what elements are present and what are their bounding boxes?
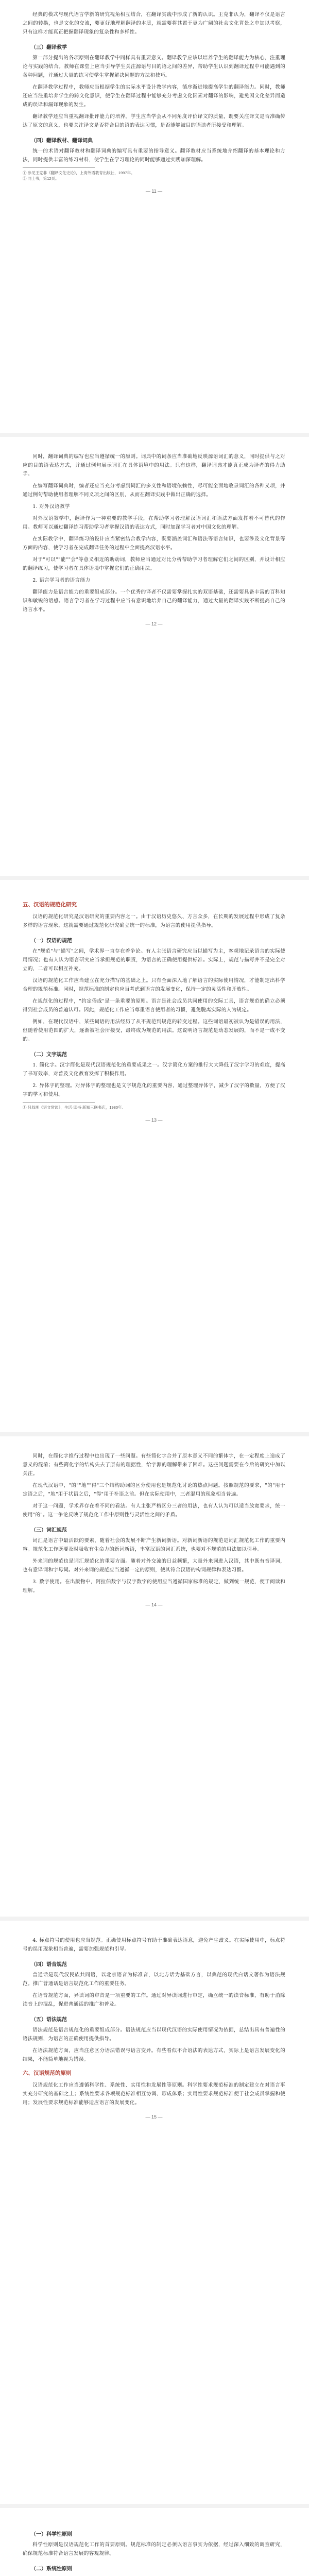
- paragraph: 在"规范"与"描写"之间，学术界一直存在着争论。有人主张语言研究应当以描写为主，客观地记录语言的实际使用情况；也有人认为语言研究应当承担规范的职责，为语言的正确使用提供标准。实际上，规范与描写并不是完全对立的，二者可以相互补充。: [23, 948, 285, 972]
- page-body: [23, 895, 285, 1123]
- page-number: — 12 —: [145, 621, 163, 626]
- footnote-divider: [23, 167, 95, 168]
- paragraph: 汉语规范化工作应当遵循科学性、系统性、实用性和发展性等原则。科学性要求规范标准的制定建立在对语言事实充分研究的基础之上；系统性要求各项规范标准相互协调、形成体系；实用性要求规范标准便于社会成员掌握和使用；发展性要求规范标准能够适应语言的发展变化。: [23, 2082, 285, 2106]
- paragraph: 外来词的规范也是词汇规范化的重要方面。随着对外交流的日益频繁，大量外来词进入汉语，其中既有音译词，也有意译词和字母词。对外来词的规范应当遵循一定的原则，使其符合汉语的构词规律和表达习惯。: [23, 1558, 285, 1573]
- page-separator: [0, 2504, 309, 2508]
- paragraph: 同时，在简化字推行过程中也出现了一些问题。有些简化字合并了原本意义不同的繁体字，在一定程度上造成了意义的混淆；有些简化字的结构失去了原有的理据性，给字源的理解带来了困难。这些问题需要在今后的研究中加以关注。: [23, 1453, 285, 1477]
- paragraph: 1. 简化字。汉字简化是现代汉语规范化的重要成果之一。汉字简化方案的推行大大降低了汉字学习的难度，提高了书写效率，对普及文化教育发挥了积极作用。: [23, 1062, 285, 1077]
- footnote: ② 同上书，第12页。: [23, 176, 59, 181]
- paragraph: 经典的模式与现代语言学新的研究视角相互结合，在翻译实践中形成了新的认识。王克非认为，翻译不仅是语言之间的转换，也是文化的交流，要更好地理解翻译的本质，就需要将其置于更为广阔的社会文化背景之中加以考察，只有这样才能真正把握翻译现象的复杂性和多样性。: [23, 12, 285, 35]
- document-page: [0, 1926, 309, 2493]
- paragraph: 在实际教学中，翻译练习的设计应当紧密结合教学内容，既要涵盖词汇和语法等语言知识，也要涉及文化背景等方面的内容，使学习者在完成翻译任务的过程中全面提高汉语水平。: [23, 536, 285, 551]
- document-page: [0, 1442, 309, 1905]
- section-heading: （四）翻译教材、翻译词典: [31, 138, 93, 144]
- paragraph: 汉语的规范化研究是汉语研究的重要内容之一。由于汉语历史悠久、方言众多，在长期的发展过程中形成了复杂多样的语言现象，这就需要通过规范化研究确立统一的标准，为语言的使用提供指导。: [23, 914, 285, 928]
- document-page: [0, 2513, 309, 2576]
- paragraph: 对于这一问题，学术界存在着不同的看法。有人主张严格区分三者的用法，也有人认为可以适当放宽要求，统一使用"的"。这一争论反映了规范化工作中原则性与灵活性之间的矛盾。: [23, 1503, 285, 1518]
- paragraph: 科学性原则是汉语规范化工作的首要原则。规范标准的制定必须以语言事实为依据，经过深入细致的调查研究，确保规范标准符合语言发展的客观规律。: [23, 2542, 285, 2556]
- page-body: [23, 1452, 285, 1607]
- paragraph: 翻译教学还应当重视翻译批评能力的培养。学生应当学会从不同角度评价译文的质量，既要关注译文是否准确传达了原文的意义，也要关注译文是否符合目的语的表达习惯，是否能够被目的语读者所接受和理解。: [23, 114, 285, 128]
- footnote: ① 参见王克非《翻译文化史论》，上海外语教育出版社，1997年。: [23, 171, 135, 175]
- paragraph: 在规范化的过程中，"约定俗成"是一条重要的原则。语言是社会成员共同使用的交际工具，语言规范的确立必须得到社会成员的普遍认可。因此，规范化工作应当尊重语言使用者的习惯，避免脱离实际的人为规定。: [23, 998, 285, 1013]
- paragraph: 3. 数字使用。在出版物中，阿拉伯数字与汉字数字的使用应当遵循国家标准的规定，做到统一规范，便于阅读和理解。: [23, 1579, 285, 1594]
- paragraph: 第一部分提出的各项原则在翻译教学中同样具有重要意义。翻译教学应该以培养学生的翻译能力为核心，注重理论与实践的结合。教师在课堂上应当引导学生关注源语与目的语之间的差异，帮助学生认识到翻译过程中可能遇到的各种问题，并通过大量的练习使学生掌握解决问题的方法和技巧。: [23, 55, 285, 78]
- page-body: [23, 10, 285, 194]
- document-page: [0, 885, 309, 1421]
- footnote-divider: [23, 1102, 95, 1103]
- page-number: — 13 —: [145, 1117, 163, 1123]
- paragraph: 2. 异体字的整理。对异体字的整理也是文字规范化的重要内容，通过整理异体字，减少了汉字的数量，方便了汉字的学习和使用。: [23, 1083, 285, 1097]
- page-body: [23, 452, 285, 626]
- paragraph: 语法规范是语言规范化的重要组成部分。语法规范应当以现代汉语的实际使用情况为依据，总结出具有普遍性的语法规则，为语言的正确使用提供指导。: [23, 2027, 285, 2042]
- page-body: [23, 2523, 285, 2576]
- page-number: — 11 —: [145, 189, 163, 194]
- page-separator: [0, 1917, 309, 1921]
- document-page: [0, 5, 309, 428]
- page-number: — 15 —: [145, 2114, 163, 2120]
- paragraph: 例如，在现代汉语中，某些词语的用法经历了从不规范到规范的转变过程。这些词语最初被认为是错误的用法，但随着使用范围的扩大，逐渐被社会所接受，最终成为规范的用法。这说明语言规范是动态发展的，而不是一成不变的。: [23, 1019, 285, 1042]
- paragraph: 在翻译教学过程中，教师应当根据学生的实际水平设计教学内容，循序渐进地提高学生的翻译能力。同时，教师还应当注重培养学生的跨文化意识，使学生在翻译过程中能够充分考虑文化因素对翻译的影响，避免因文化差异而造成的误译和漏译现象的发生。: [23, 84, 285, 108]
- page-number: — 14 —: [145, 1602, 163, 1607]
- section-heading: （一）汉语的规范: [31, 938, 72, 944]
- page-separator: [0, 876, 309, 880]
- page-separator: [0, 1432, 309, 1436]
- section-heading: （二）文字规范: [31, 1052, 67, 1058]
- paragraph: 在语法规范方面，应当注意区分语法错误与语言变异。有些看似不合语法的表达方式，实际上是语言发展变化的结果，不能简单地视为错误。: [23, 2048, 285, 2062]
- page-body: [23, 1936, 285, 2120]
- paragraph: 对外汉语教学中，翻译作为一种重要的教学手段，在帮助学习者理解汉语词汇和语法方面发挥着不可替代的作用。教师可以通过翻译练习帮助学习者掌握汉语的表达方式，同时加深学习者对中国文化的理解。: [23, 516, 285, 530]
- paragraph: 1. 对外汉语教学: [32, 504, 70, 510]
- paragraph: 4. 标点符号的使用也应当规范。正确使用标点符号有助于准确表达语意，避免产生歧义。在实际使用中，标点符号的误用现象相当普遍，需要加强规范和引导。: [23, 1938, 285, 1952]
- paragraph: 2. 语言学习者的语言能力: [32, 578, 91, 583]
- section-heading: （二）系统性原则: [31, 2566, 72, 2572]
- section-heading: （三）词汇规范: [31, 1528, 67, 1533]
- paragraph: 在编写翻译词典时，编者还应当充分考虑到词汇的多义性和语境依赖性，尽可能全面地收录词汇的各种义项，并通过例句帮助使用者理解不同义项之间的区别，从而在翻译实践中做出正确的选择。: [23, 483, 285, 498]
- page-separator: [0, 433, 309, 437]
- paragraph: 词汇是语言中最活跃的要素，随着社会的发展不断产生新词新语。对新词新语的规范是词汇规范化工作的重要内容。规范化工作既要及时吸收有生命力的新词新语，丰富汉语的词汇系统，也要对不规范的用法加以引导。: [23, 1538, 285, 1552]
- section-heading: （一）科学性原则: [31, 2532, 72, 2537]
- paragraph: 在现代汉语中，"的""地""得"三个结构助词的区分使用也是规范化讨论的热点问题。按照规范的要求，"的"用于定语之后，"地"用于状语之后，"得"用于补语之前。但在实际使用中，三者混用的现象相当普遍。: [23, 1483, 285, 1497]
- chapter-heading: 五、汉语的规范化研究: [23, 902, 77, 908]
- section-heading: （四）语音规范: [31, 1962, 67, 1968]
- paragraph: 统一的术语对翻译教材和翻译词典的编写具有重要的指导意义。翻译教材应当系统地介绍翻译的基本理论和方法，同时提供丰富的练习材料，使学生在学习理论的同时能够通过实践加深理解。: [23, 148, 285, 163]
- paragraph: 在语音规范方面，异读词的审音是一项重要的工作。通过对异读词进行审定，确立统一的读音标准，有助于消除读音上的混乱，促进普通话的推广和普及。: [23, 1993, 285, 2007]
- paragraph: 汉语的规范化工作应当建立在充分描写的基础之上。只有全面深入地了解语言的实际使用情况，才能制定出科学合理的规范标准。同时，规范标准的制定也应当考虑到语言的发展变化，保持一定的灵活性和开放性。: [23, 978, 285, 992]
- document-page: [0, 442, 309, 865]
- section-heading: （三）翻译教学: [31, 45, 67, 50]
- paragraph: 翻译能力是语言能力的重要组成部分。一个优秀的译者不仅需要掌握扎实的双语基础，还需要具备丰富的百科知识和敏锐的语感。语言学习者在学习过程中应当有意识地培养自己的翻译能力，通过大量的翻译实践不断提高自己的语言水平。: [23, 589, 285, 613]
- paragraph: 普通话是现代汉民族共同语，以北京语音为标准音，以北方话为基础方言，以典范的现代白话文著作为语法规范。推广普通话是语言规范化工作的重要任务。: [23, 1972, 285, 1987]
- footnote: ① 吕叔湘《语文常谈》，生活·读书·新知三联书店，1980年。: [23, 1105, 126, 1110]
- section-heading: （五）语法规范: [31, 2017, 67, 2023]
- chapter-heading: 六、汉语规范的原则: [23, 2070, 72, 2076]
- paragraph: 对于"可以""能""会"等意义相近的助动词，教师应当通过对比分析帮助学习者理解它们之间的区别，并设计相应的翻译练习，使学习者在具体语境中掌握它们的正确用法。: [23, 557, 285, 571]
- paragraph: 同时，翻译词典的编写也应当遵循统一的原则。词典中的词条应当准确地反映源语词汇的意义，同时提供与之对应的目的语表达方式，并通过例句展示词汇在具体语境中的用法。只有这样，翻译词典才能真正成为译者的得力助手。: [23, 454, 285, 477]
